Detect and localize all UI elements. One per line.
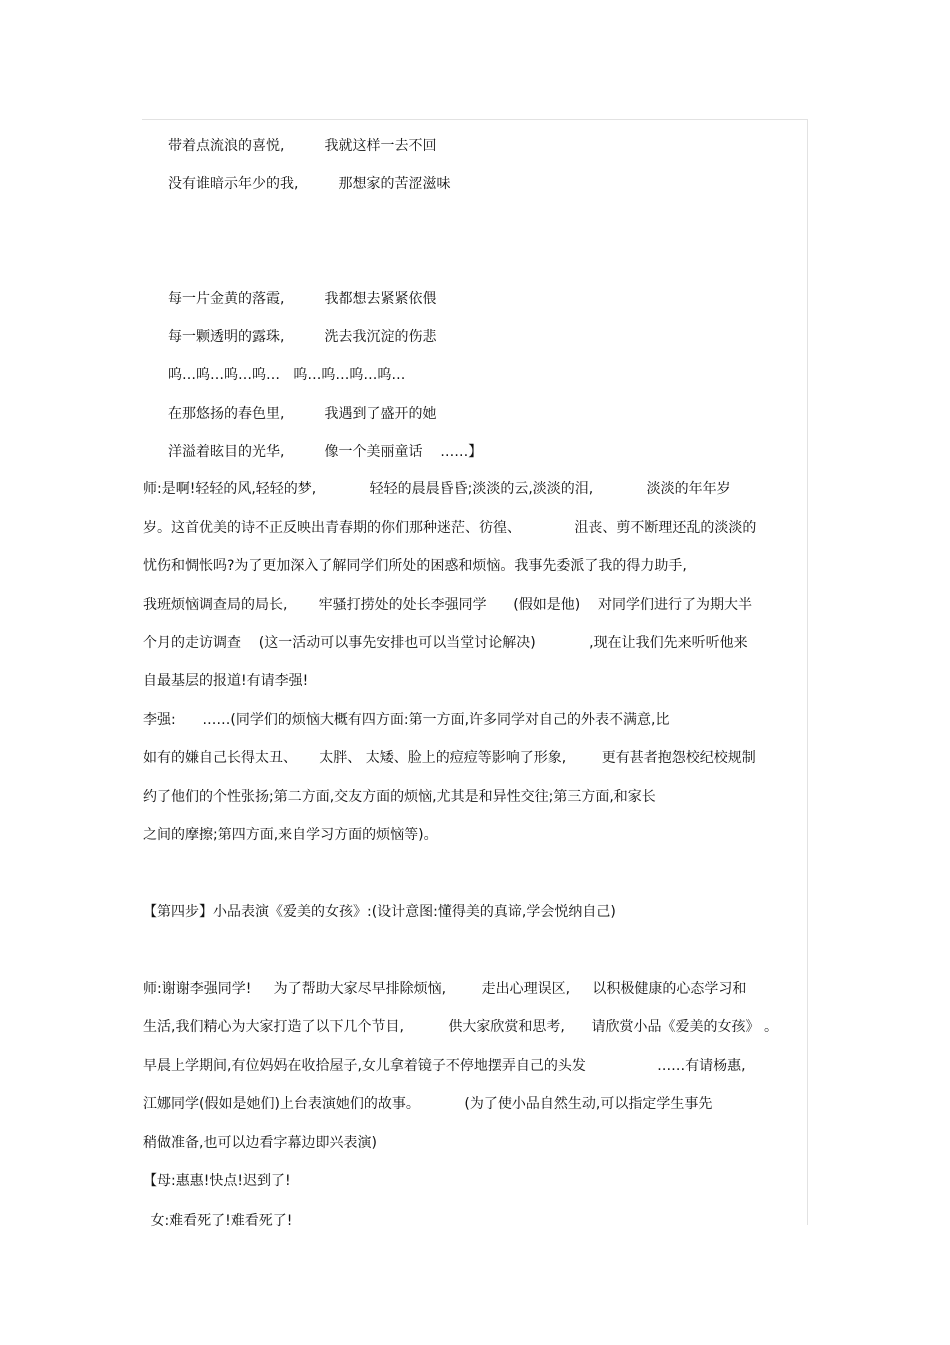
paragraph-line: 忧伤和惆怅吗?为了更加深入了解同学们所处的困惑和烦恼。我事先委派了我的得力助手, <box>143 558 687 574</box>
dialogue-line: 【母:惠惠!快点!迟到了! <box>143 1173 291 1189</box>
poem-line-6: 在那悠扬的春色里, 我遇到了盛开的她 <box>168 406 437 422</box>
paragraph-line: 李强: ……(同学们的烦恼大概有四方面:第一方面,许多同学对自己的外表不满意,比 <box>143 712 670 728</box>
paragraph-line: 师:是啊!轻轻的风,轻轻的梦, 轻轻的晨晨昏昏;淡淡的云,淡淡的泪, 淡淡的年年岁 <box>143 481 731 497</box>
poem-line-7: 洋溢着眩目的光华, 像一个美丽童话 ……】 <box>168 444 483 460</box>
paragraph-line: 自最基层的报道!有请李强! <box>143 673 309 689</box>
paragraph-line: 师:谢谢李强同学! 为了帮助大家尽早排除烦恼, 走出心理误区, 以积极健康的心态学习和 <box>143 981 747 997</box>
poem-line-5: 呜…呜…呜…呜… 呜…呜…呜…呜… <box>168 367 406 383</box>
poem-line-4: 每一颗透明的露珠, 洗去我沉淀的伤悲 <box>168 329 437 345</box>
paragraph-line: 江娜同学(假如是她们)上台表演她们的故事。 (为了使小品自然生动,可以指定学生事先 <box>143 1096 713 1112</box>
paragraph-line: 个月的走访调查 (这一活动可以事先安排也可以当堂讨论解决) ,现在让我们先来听听他来 <box>143 635 748 651</box>
paragraph-line: 稍做准备,也可以边看字幕边即兴表演) <box>143 1135 377 1151</box>
poem-line-2: 没有谁暗示年少的我, 那想家的苦涩滋味 <box>168 176 451 192</box>
paragraph-line: 之间的摩擦;第四方面,来自学习方面的烦恼等)。 <box>143 827 438 843</box>
paragraph-line: 我班烦恼调查局的局长, 牢骚打捞处的处长李强同学 (假如是他) 对同学们进行了为期大半 <box>143 597 753 613</box>
dialogue-line: 女:难看死了!难看死了! <box>146 1213 293 1229</box>
poem-line-3: 每一片金黄的落霞, 我都想去紧紧依偎 <box>168 291 437 307</box>
section-heading: 【第四步】小品表演《爱美的女孩》:(设计意图:懂得美的真谛,学会悦纳自己) <box>143 904 616 920</box>
paragraph-line: 岁。这首优美的诗不正反映出青春期的你们那种迷茫、彷徨、 沮丧、剪不断理还乱的淡淡的 <box>143 520 757 536</box>
poem-line-1: 带着点流浪的喜悦, 我就这样一去不回 <box>168 138 437 154</box>
paragraph-line: 生活,我们精心为大家打造了以下几个节目, 供大家欣赏和思考, 请欣赏小品《爱美的女孩》 。 <box>143 1019 779 1035</box>
paragraph-line: 约了他们的个性张扬;第二方面,交友方面的烦恼,尤其是和异性交往;第三方面,和家长 <box>143 789 656 805</box>
paragraph-line: 早晨上学期间,有位妈妈在收拾屋子,女儿拿着镜子不停地摆弄自己的头发 ……有请杨惠, <box>143 1058 746 1074</box>
paragraph-line: 如有的嫌自己长得太丑、 太胖、 太矮、脸上的痘痘等影响了形象, 更有甚者抱怨校纪校规制 <box>143 750 756 766</box>
